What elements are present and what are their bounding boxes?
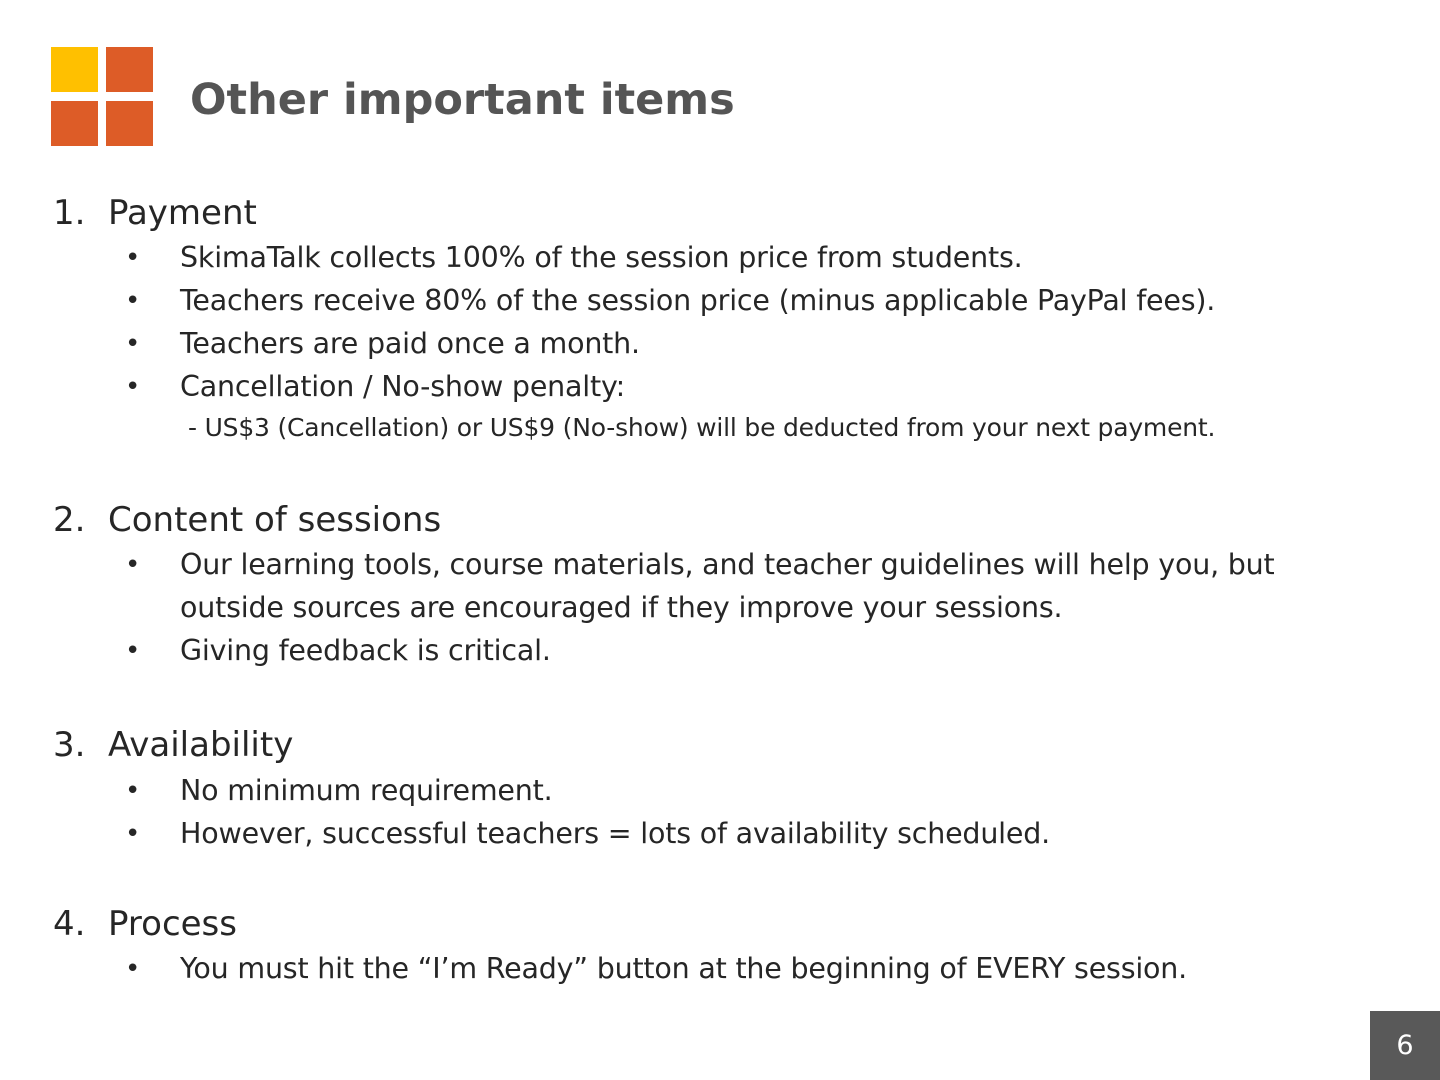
section-number: 2. — [53, 500, 86, 540]
bullet-marker: • — [125, 636, 141, 666]
penalty-note: - US$3 (Cancellation) or US$9 (No-show) will be deducted from your next payment. — [188, 413, 1216, 442]
page-number — [1370, 1011, 1440, 1080]
bullet-text: Cancellation / No-show penalty: — [180, 370, 625, 403]
bullet-marker: • — [125, 819, 141, 849]
section-heading-payment: Payment — [108, 193, 257, 233]
bullet-text: SkimaTalk collects 100% of the session price from students. — [180, 241, 1023, 274]
section-number: 3. — [53, 725, 86, 765]
bullet-text: Teachers are paid once a month. — [180, 327, 640, 360]
section-number: 1. — [53, 193, 86, 233]
section-heading-process: Process — [108, 904, 237, 944]
bullet-marker: • — [125, 954, 141, 984]
slide-title: Other important items — [190, 75, 735, 125]
bullet-marker: • — [125, 329, 141, 359]
bullet-marker: • — [125, 286, 141, 316]
bullet-marker: • — [125, 776, 141, 806]
section-heading-content: Content of sessions — [108, 500, 442, 540]
bullet-text: No minimum requirement. — [180, 774, 553, 807]
bullet-text: You must hit the “I’m Ready” button at the beginning of EVERY session. — [180, 952, 1188, 985]
section-heading-availability: Availability — [108, 725, 294, 765]
bullet-marker: • — [125, 243, 141, 273]
page-number-text: 6 — [1396, 1030, 1414, 1061]
bullet-text: Giving feedback is critical. — [180, 634, 551, 667]
bullet-text: Our learning tools, course materials, and teacher guidelines will help you, but — [180, 548, 1275, 581]
bullet-text: Teachers receive 80% of the session price (minus applicable PayPal fees). — [180, 284, 1216, 317]
section-number: 4. — [53, 904, 86, 944]
bullet-text-continuation: outside sources are encouraged if they improve your sessions. — [180, 591, 1063, 624]
bullet-text: However, successful teachers = lots of availability scheduled. — [180, 817, 1050, 850]
bullet-marker: • — [125, 550, 141, 580]
bullet-marker: • — [125, 372, 141, 402]
